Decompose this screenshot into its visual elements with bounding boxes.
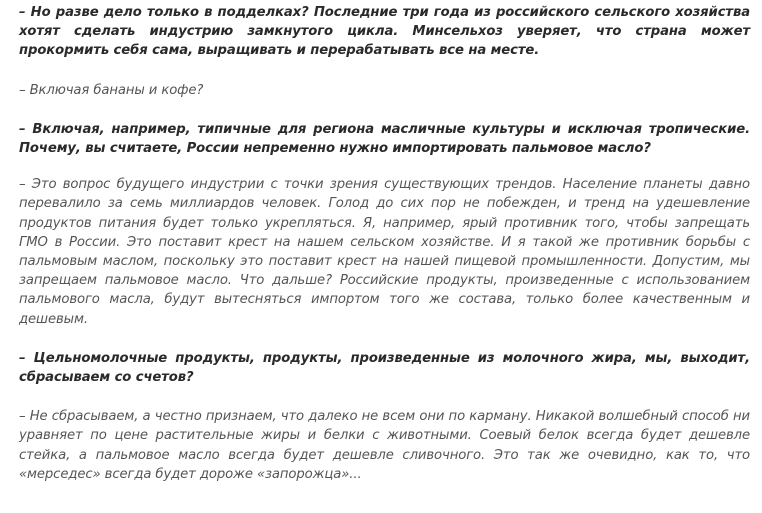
- paragraph-spacer: [19, 387, 750, 407]
- paragraph-spacer: [19, 61, 750, 81]
- interview-answer-3: – Не сбрасываем, а честно признаем, что далеко не всем они по карману. Никакой волшебный способ ни уравняет по цене растительные жиры и белки с животными. Соевый белок всегда будет дешевле стейка, а пальмовое масло всегда будет дешевле сливочного. Это так же очевидно, как то, что «мерседес» всегда будет дороже «запорожца»...: [19, 409, 750, 482]
- interview-question-3: – Цельномолочные продукты, продукты, произведенные из молочного жира, мы, выходит, сбрасываем со счетов?: [19, 350, 750, 386]
- interview-answer-1: – Включая бананы и кофе?: [19, 82, 204, 98]
- paragraph-spacer: [19, 100, 750, 120]
- interview-answer-2: – Это вопрос будущего индустрии с точки зрения существующих трендов. Население планеты давно перевалило за семь миллиардов человек. Голод до сих пор не побежден, и тренд на удешевление продуктов питания будет только укрепляться. Я, например, ярый противник того, чтобы запрещать ГМО в России. Это поставит крест на нашем сельском хозяйстве. И я такой же противник борьбы с пальмовым маслом, поскольку это поставит крест на нашей пищевой промышленности. Допустим, мы запрещаем пальмовое масло. Что дальше? Российские продукты, произведенные с использованием пальмового масла, будут вытесняться импортом того же состава, только более качественным и дешевым.: [19, 177, 750, 327]
- paragraph-spacer: [19, 158, 750, 175]
- interview-question-1: – Но разве дело только в подделках? Последние три года из российского сельского хозяйства хотят сделать индустрию замкнутого цикла. Минсельхоз уверяет, что страна может прокормить себя сама, выращивать и перерабатывать все на месте.: [19, 5, 750, 59]
- paragraph-spacer: [19, 329, 750, 349]
- interview-question-2: – Включая, например, типичные для региона масличные культуры и исключая тропические. Почему, вы считаете, России непременно нужно импортировать пальмовое масло?: [19, 121, 750, 157]
